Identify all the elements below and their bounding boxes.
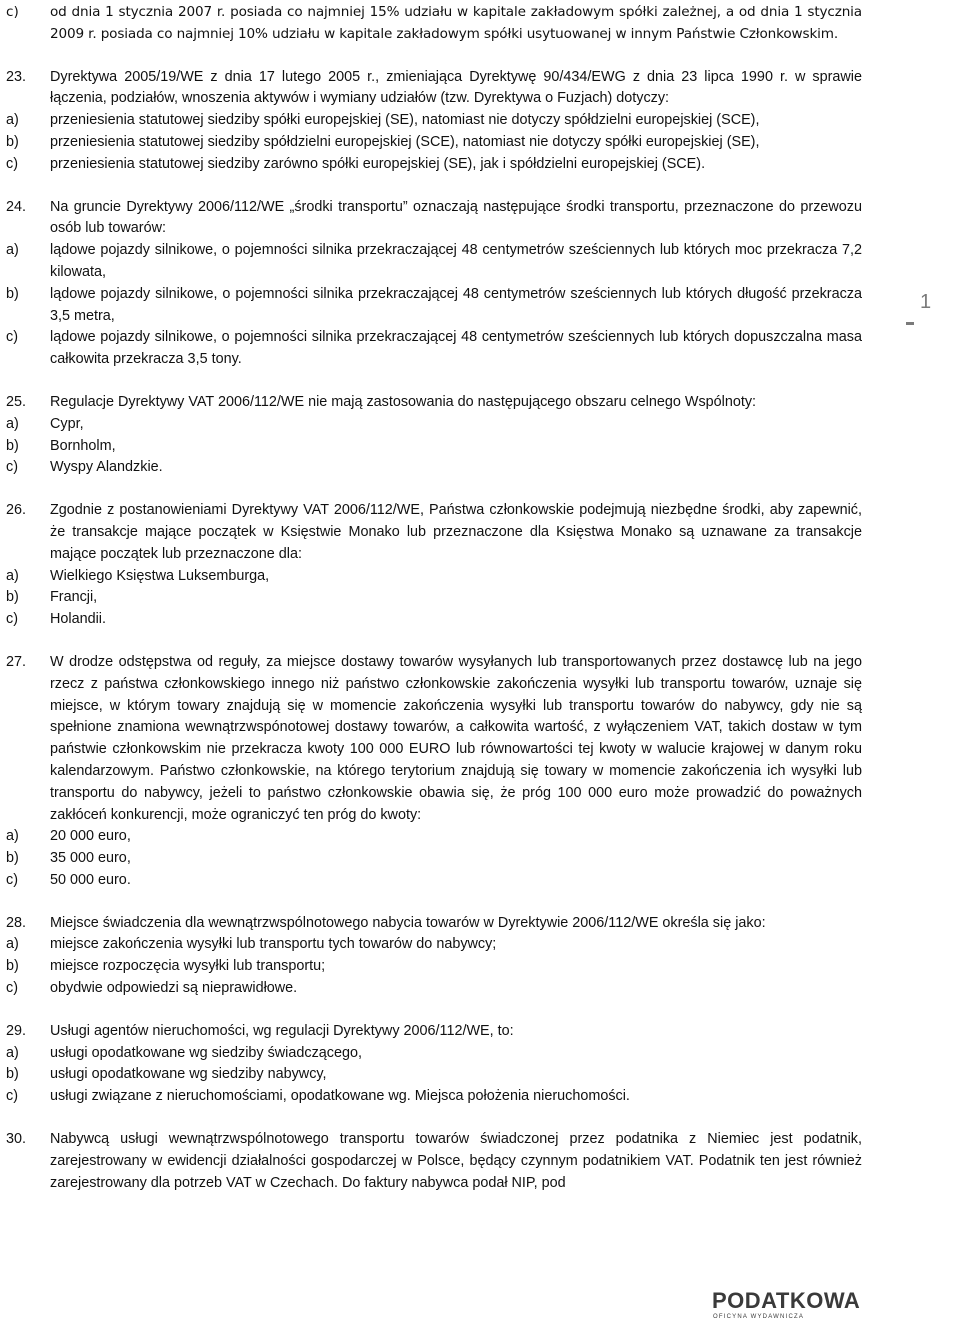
question-text: Nabywcą usługi wewnątrzwspólnotowego transportu towarów świadczonej przez podatnika z Niemiec jest podatnik, zarejestrowany w ewidencji działalności gospodarczej w Polsce, będący czynnym podatnikiem VAT. Podatnik ten jest również zarejestrowany dla potrzeb VAT w Czechach. Do faktury nabywca podał NIP, pod: [50, 1131, 862, 1191]
q24-option-b: [6, 284, 862, 328]
option-text: usługi związane z nieruchomościami, opodatkowane wg. Miejsca położenia nieruchomości.: [50, 1088, 630, 1105]
option-label: a): [6, 567, 19, 584]
option-text: lądowe pojazdy silnikowe, o pojemności silnika przekraczającej 48 centymetrów sześciennych lub których moc przekracza 7,2 kilowata,: [50, 242, 862, 280]
option-label: b): [6, 1066, 19, 1083]
q30-question: [6, 1129, 862, 1194]
option-label: c): [6, 1088, 18, 1105]
option-label: b): [6, 850, 19, 867]
q23-option-c: [6, 154, 862, 176]
option-label: a): [6, 415, 19, 432]
q25-option-b: [6, 436, 862, 458]
option-label: b): [6, 589, 19, 606]
q25-option-a: [6, 414, 862, 436]
question-number: 23.: [6, 68, 27, 85]
option-label: c): [6, 4, 19, 20]
question-text: Miejsce świadczenia dla wewnątrzwspólnotowego nabycia towarów w Dyrektywie 2006/112/WE określa się jako:: [50, 914, 766, 931]
q27-option-c: [6, 870, 862, 892]
option-text: 35 000 euro,: [50, 850, 131, 867]
q26-question: [6, 500, 862, 565]
option-text: miejsce zakończenia wysyłki lub transportu tych towarów do nabywcy;: [50, 936, 497, 953]
side-tab-mark: [906, 322, 914, 325]
question-number: 30.: [6, 1131, 27, 1148]
question-text: Usługi agentów nieruchomości, wg regulacji Dyrektywy 2006/112/WE, to:: [50, 1022, 514, 1039]
q26-option-a: [6, 566, 862, 588]
option-text: miejsce rozpoczęcia wysyłki lub transportu;: [50, 958, 326, 975]
option-label: c): [6, 611, 18, 628]
question-number: 28.: [6, 914, 27, 931]
option-text: przeniesienia statutowej siedziby spółdzielni europejskiej (SCE), natomiast nie dotyczy spółki europejskiej (SE),: [50, 133, 760, 150]
q26-option-b: [6, 587, 862, 609]
option-text: lądowe pojazdy silnikowe, o pojemności silnika przekraczającej 48 centymetrów sześciennych lub których dopuszczalna masa całkowita przekracza 3,5 tony.: [50, 329, 862, 368]
question-number: 29.: [6, 1022, 27, 1039]
q28-option-c: [6, 978, 862, 1000]
q25-option-c: [6, 457, 862, 479]
publisher-logo: [712, 1286, 862, 1320]
option-label: c): [6, 980, 18, 997]
question-text: Zgodnie z postanowieniami Dyrektywy VAT 2006/112/WE, Państwa członkowskie podejmują niezbędne środki, aby zapewnić, że transakcje mające początek w Księstwie Monako lub przeznaczone dla Księstwa Monako są uznawane za transakcje mające początek lub przeznaczone dla:: [50, 502, 862, 562]
option-text: przeniesienia statutowej siedziby zarówno spółki europejskiej (SE), jak i spółdzielni europejskiej (SCE).: [50, 155, 706, 172]
option-text: Bornholm,: [50, 437, 116, 454]
option-label: c): [6, 871, 18, 888]
option-text: Holandii.: [50, 611, 106, 628]
question-number: 25.: [6, 393, 27, 410]
option-label: b): [6, 437, 19, 454]
q24-question: [6, 197, 862, 241]
q28-option-a: [6, 934, 862, 956]
option-text: Francji,: [50, 589, 98, 606]
q23-option-a: [6, 110, 862, 132]
option-label: c): [6, 155, 18, 172]
option-text: przeniesienia statutowej siedziby spółki europejskiej (SE), natomiast nie dotyczy spółdzielni europejskiej (SCE),: [50, 112, 760, 129]
q23-question: [6, 67, 862, 111]
option-label: a): [6, 112, 19, 129]
q28-option-b: [6, 956, 862, 978]
option-text: 50 000 euro.: [50, 871, 131, 888]
q29-question: [6, 1021, 862, 1043]
option-label: a): [6, 242, 19, 259]
option-label: c): [6, 459, 18, 476]
question-number: 27.: [6, 653, 27, 670]
option-label: b): [6, 133, 19, 150]
q24-option-c: [6, 327, 862, 371]
option-text: lądowe pojazdy silnikowe, o pojemności silnika przekraczającej 48 centymetrów sześciennych lub których długość przekracza 3,5 metra,: [50, 285, 862, 324]
question-text: Dyrektywa 2005/19/WE z dnia 17 lutego 2005 r., zmieniająca Dyrektywę 90/434/EWG z dnia 23 lipca 1990 r. w sprawie łączenia, podziałów, wnoszenia aktywów i wymiany udziałów (tzw. Dyrektywa o Fuzjach) dotyczy:: [50, 68, 862, 107]
option-text: usługi opodatkowane wg siedziby świadczącego,: [50, 1044, 362, 1061]
q29-option-c: [6, 1086, 862, 1108]
page-side-number: 1: [920, 291, 932, 313]
option-label: a): [6, 936, 19, 953]
option-label: b): [6, 285, 19, 302]
logo-wordmark: PODATKOWA: [712, 1288, 861, 1313]
q24-option-a: [6, 240, 862, 284]
q23-option-b: [6, 132, 862, 154]
option-text: od dnia 1 stycznia 2007 r. posiada co najmniej 15% udziału w kapitale zakładowym spółki zależnej, a od dnia 1 stycznia 2009 r. posiada co najmniej 10% udziału w kapitale zakładowym spółki usytuowanej w innym Państwie Członkowskim.: [50, 4, 862, 42]
question-text: Regulacje Dyrektywy VAT 2006/112/WE nie mają zastosowania do następującego obszaru celnego Wspólnoty:: [50, 393, 757, 410]
question-text: W drodze odstępstwa od reguły, za miejsce dostawy towarów wysyłanych lub transportowanych przez dostawcę lub na jego rzecz z państwa członkowskiego innego niż państwo członkowskie zakończenia wysyłki lub transportu towarów, uznaje się miejsce, w którym towary znajdują się w momencie zakończenia wysyłki lub transportu towarów do nabywcy, gdy nie są spełnione znamiona wewnątrzwspónotowej dostawy towarów, a całkowita wartość, z wyłączeniem VAT, takich dostaw w tym państwie członkowskim nie przekracza kwoty 100 000 EURO lub równowartości tej kwoty w walucie krajowej w danym roku kalendarzowym. Państwo członkowskie, na którego terytorium znajdują się towary w momencie zakończenia ich wysyłki lub transportu do nabywcy, jeżeli to państwo członkowskie obawia się, że próg 100 000 euro może prowadzić do poważnych zakłóceń konkurencji, może ograniczyć ten próg do kwoty:: [50, 653, 862, 823]
q25-question: [6, 392, 862, 414]
question-number: 26.: [6, 502, 27, 519]
q27-question: [6, 652, 862, 826]
option-label: b): [6, 958, 19, 975]
q29-option-a: [6, 1043, 862, 1065]
q26-option-c: [6, 609, 862, 631]
option-label: a): [6, 828, 19, 845]
q29-option-b: [6, 1064, 862, 1086]
option-text: Wielkiego Księstwa Luksemburga,: [50, 567, 270, 584]
option-text: usługi opodatkowane wg siedziby nabywcy,: [50, 1066, 327, 1083]
question-number: 24.: [6, 198, 27, 215]
option-text: Cypr,: [50, 415, 84, 432]
option-text: obydwie odpowiedzi są nieprawidłowe.: [50, 980, 298, 997]
question-text: Na gruncie Dyrektywy 2006/112/WE „środki transportu” oznaczają następujące środki transportu, przeznaczone do przewozu osób lub towarów:: [50, 198, 862, 237]
option-label: a): [6, 1044, 19, 1061]
option-text: 20 000 euro,: [50, 828, 131, 845]
q28-question: [6, 913, 862, 935]
q27-option-a: [6, 826, 862, 848]
q27-option-b: [6, 848, 862, 870]
document-page: [6, 2, 862, 1194]
logo-tagline: OFICYNA WYDAWNICZA: [713, 1314, 805, 1320]
option-text: Wyspy Alandzkie.: [50, 459, 163, 476]
option-label: c): [6, 329, 18, 346]
q0-option-c: [6, 2, 862, 46]
